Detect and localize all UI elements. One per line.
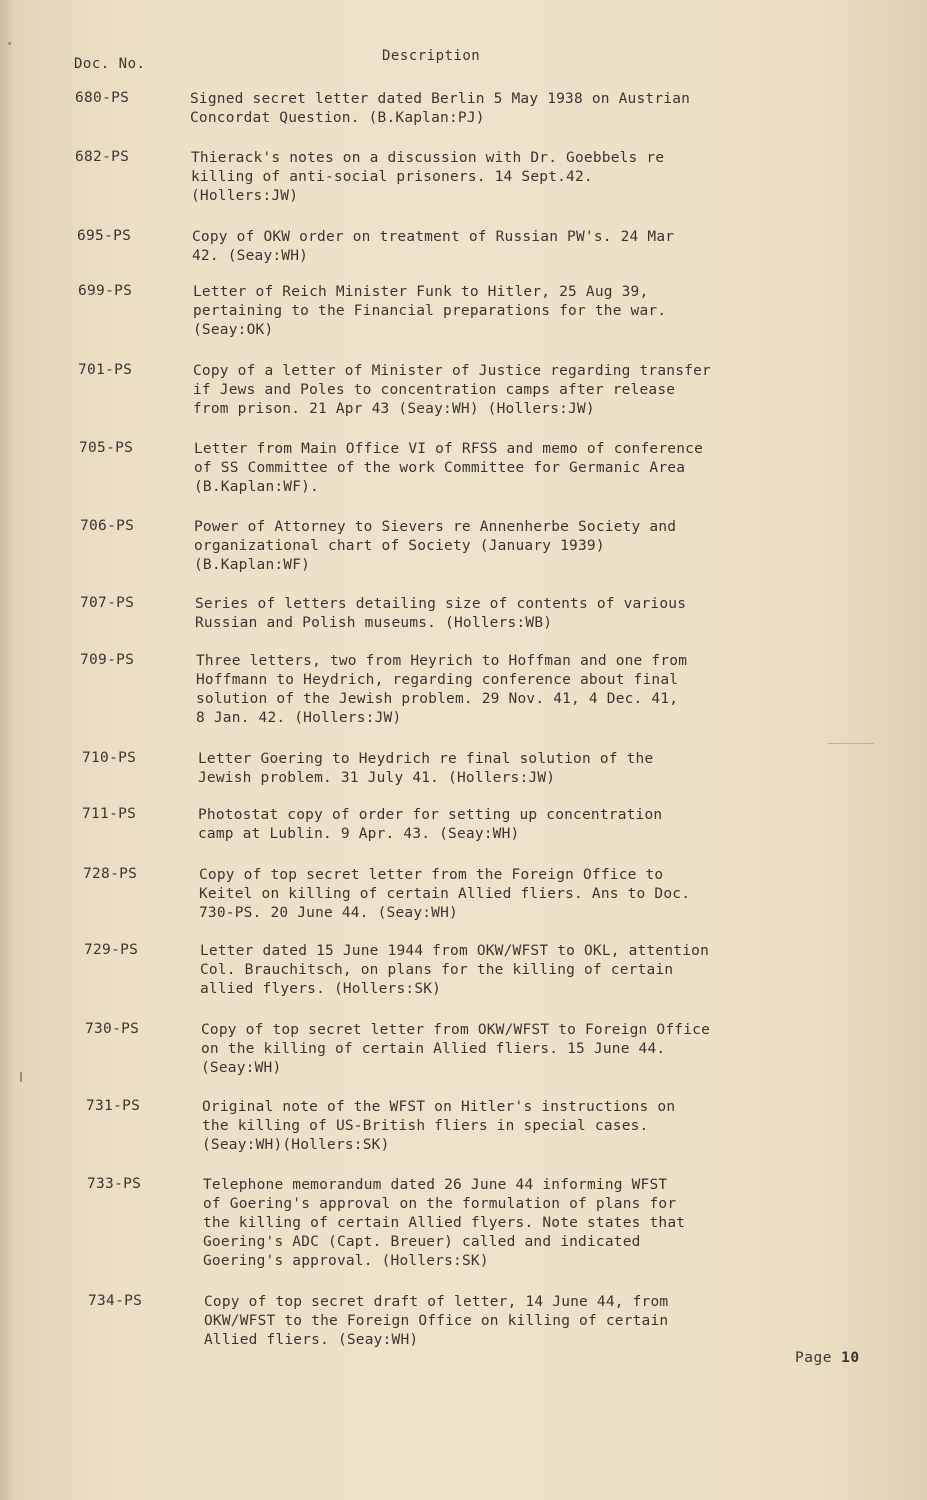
doc-description: Three letters, two from Heyrich to Hoffman and one from Hoffmann to Heydrich, regarding conference about final solution of the Jewish problem. 29 Nov. 41, 4 Dec. 41, 8 Jan. 42. (Hollers:JW) xyxy=(196,653,688,726)
doc-number: 680-PS xyxy=(75,90,130,106)
doc-number: 701-PS xyxy=(78,362,133,378)
page-number xyxy=(795,1350,860,1366)
doc-number: 728-PS xyxy=(83,866,138,882)
column-header-description: Description xyxy=(382,48,481,64)
doc-description: Photostat copy of order for setting up concentration camp at Lublin. 9 Apr. 43. (Seay:WH) xyxy=(198,807,663,842)
page-number-value: 10 xyxy=(841,1350,860,1366)
paper-speck xyxy=(20,1072,22,1082)
doc-number: 682-PS xyxy=(75,149,130,165)
doc-description: Letter dated 15 June 1944 from OKW/WFST to OKL, attention Col. Brauchitsch, on plans for the killing of certain allied flyers. (Hollers:SK) xyxy=(200,943,709,997)
page-label: Page xyxy=(795,1350,832,1366)
doc-number: 695-PS xyxy=(77,228,132,244)
column-header-doc-no: Doc. No. xyxy=(74,56,146,72)
doc-description: Copy of top secret letter from OKW/WFST to Foreign Office on the killing of certain Allied fliers. 15 June 44. (Seay:WH) xyxy=(201,1022,710,1076)
doc-description: Copy of a letter of Minister of Justice regarding transfer if Jews and Poles to concentration camps after release from prison. 21 Apr 43 (Seay:WH) (Hollers:JW) xyxy=(193,363,711,417)
doc-number: 699-PS xyxy=(78,283,133,299)
doc-number: 710-PS xyxy=(82,750,137,766)
doc-description: Copy of top secret draft of letter, 14 June 44, from OKW/WFST to the Foreign Office on killing of certain Allied fliers. (Seay:WH) xyxy=(204,1294,669,1348)
doc-description: Copy of top secret letter from the Foreign Office to Keitel on killing of certain Allied fliers. Ans to Doc. 730-PS. 20 June 44. (Seay:WH) xyxy=(199,867,691,921)
paper-scratch xyxy=(828,743,874,744)
paper-edge-shadow xyxy=(0,0,14,1500)
doc-number: 734-PS xyxy=(88,1293,143,1309)
doc-description: Letter from Main Office VI of RFSS and memo of conference of SS Committee of the work Committee for Germanic Area (B.Kaplan:WF). xyxy=(194,441,703,495)
doc-number: 729-PS xyxy=(84,942,139,958)
doc-number: 733-PS xyxy=(87,1176,142,1192)
doc-number: 730-PS xyxy=(85,1021,140,1037)
doc-number: 707-PS xyxy=(80,595,135,611)
doc-description: Telephone memorandum dated 26 June 44 informing WFST of Goering's approval on the formulation of plans for the killing of certain Allied flyers. Note states that Goering's ADC (Capt. Breuer) called and indicated Goering's approval. (Hollers:SK) xyxy=(203,1177,686,1269)
doc-description: Series of letters detailing size of contents of various Russian and Polish museums. (Hollers:WB) xyxy=(195,596,687,631)
doc-description: Power of Attorney to Sievers re Annenherbe Society and organizational chart of Society (January 1939) (B.Kaplan:WF) xyxy=(194,519,677,573)
doc-number: 705-PS xyxy=(79,440,134,456)
paper-speck xyxy=(8,42,11,45)
doc-description: Copy of OKW order on treatment of Russian PW's. 24 Mar 42. (Seay:WH) xyxy=(192,229,675,264)
doc-number: 706-PS xyxy=(80,518,135,534)
doc-description: Letter Goering to Heydrich re final solution of the Jewish problem. 31 July 41. (Hollers:JW) xyxy=(198,751,654,786)
doc-number: 731-PS xyxy=(86,1098,141,1114)
doc-description: Letter of Reich Minister Funk to Hitler, 25 Aug 39, pertaining to the Financial preparations for the war. (Seay:OK) xyxy=(193,284,667,338)
doc-description: Original note of the WFST on Hitler's instructions on the killing of US-British fliers in special cases. (Seay:WH)(Hollers:SK) xyxy=(202,1099,676,1153)
doc-number: 711-PS xyxy=(82,806,137,822)
doc-description: Thierack's notes on a discussion with Dr. Goebbels re killing of anti-social prisoners. 14 Sept.42. (Hollers:JW) xyxy=(191,150,665,204)
doc-number: 709-PS xyxy=(80,652,135,668)
doc-description: Signed secret letter dated Berlin 5 May 1938 on Austrian Concordat Question. (B.Kaplan:PJ) xyxy=(190,91,691,126)
